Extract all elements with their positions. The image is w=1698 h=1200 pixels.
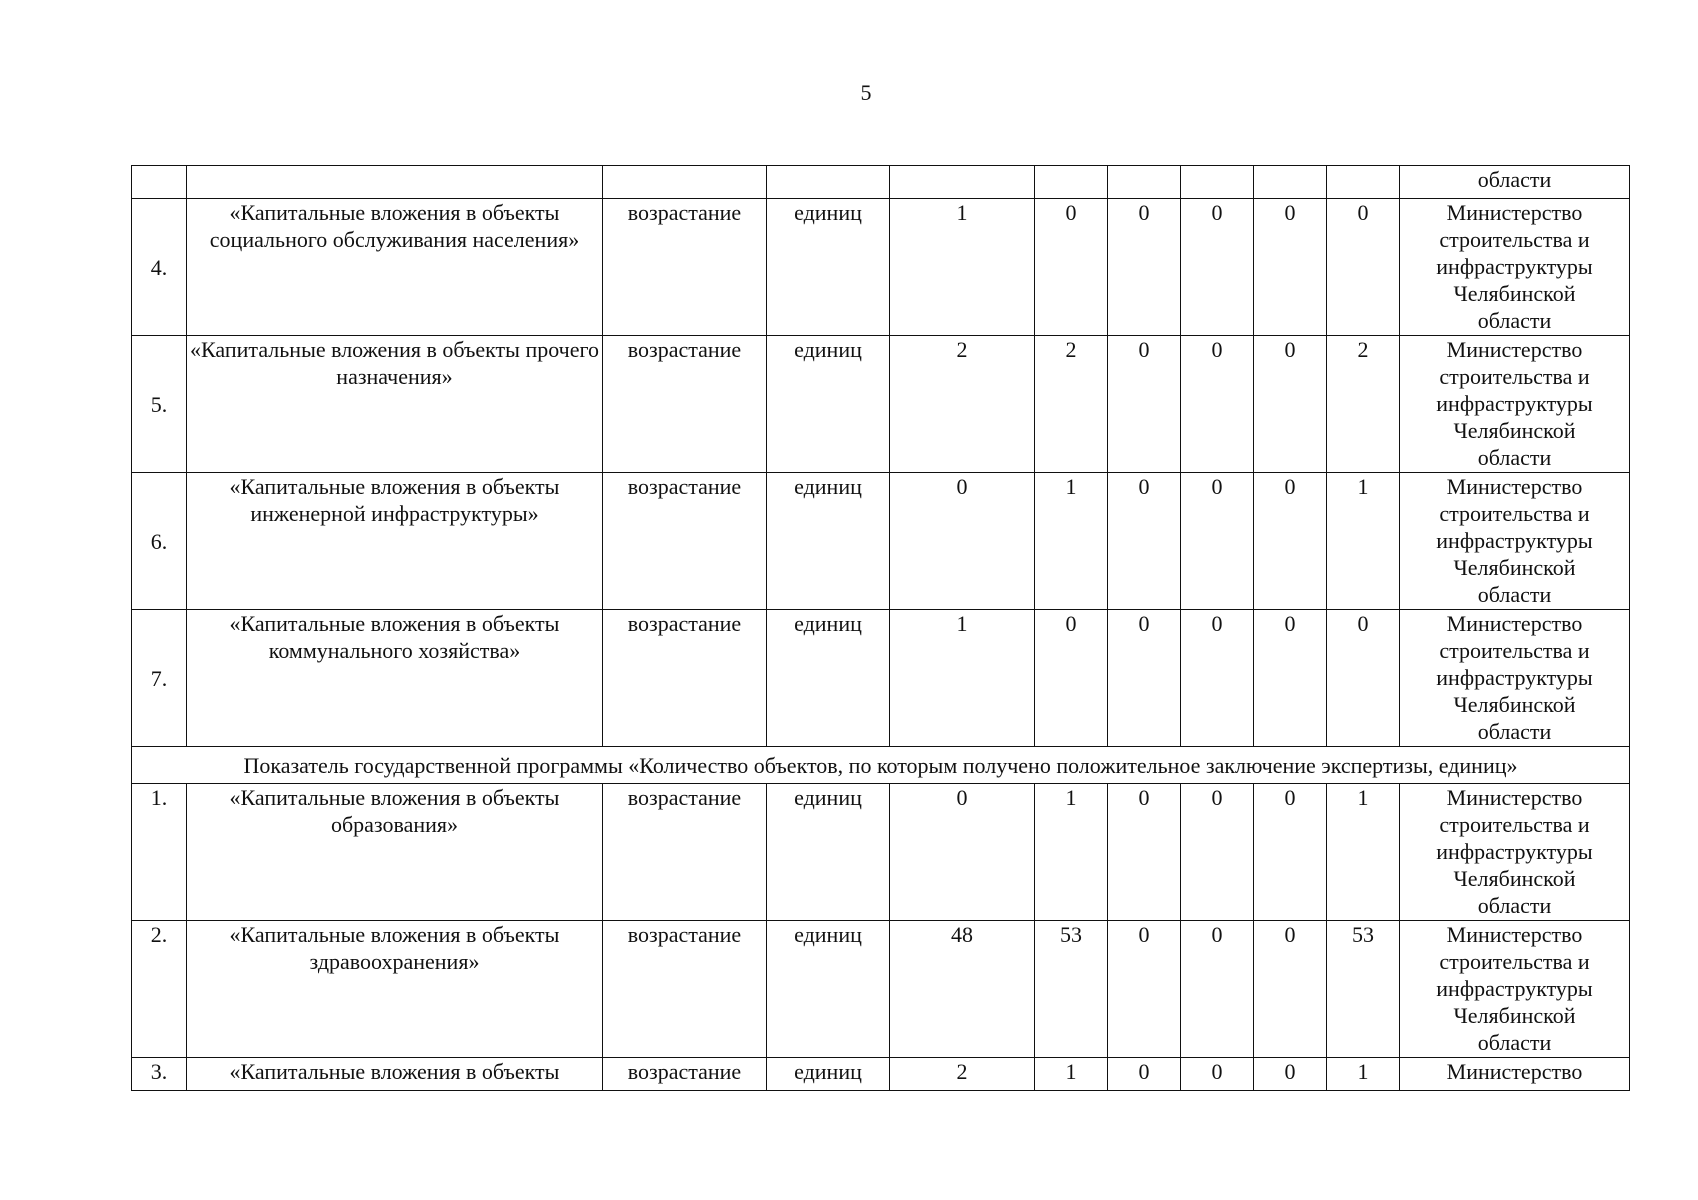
- responsible-line: Министерство: [1446, 200, 1583, 225]
- value-cell-v6: 0: [1327, 199, 1400, 336]
- responsible-line: Челябинской: [1453, 866, 1576, 891]
- value-cell-v5: 0: [1254, 610, 1327, 747]
- value-cell-v1: 1: [890, 199, 1035, 336]
- table-row: [132, 199, 1630, 336]
- responsible-cell: [1400, 336, 1630, 473]
- responsible-line: Челябинской: [1453, 281, 1576, 306]
- trend-cell: возрастание: [603, 784, 767, 921]
- responsible-line: инфраструктуры: [1436, 665, 1593, 690]
- trend-cell: возрастание: [603, 473, 767, 610]
- indicator-name: «Капитальные вложения в объекты здравоохранения»: [187, 921, 603, 1058]
- indicator-name: «Капитальные вложения в объекты образования»: [187, 784, 603, 921]
- value-cell-v1: 2: [890, 336, 1035, 473]
- trend-cell: возрастание: [603, 921, 767, 1058]
- responsible-cell: [1400, 610, 1630, 747]
- indicators-table: [131, 165, 1630, 1091]
- trend-cell: возрастание: [603, 610, 767, 747]
- responsible-line: инфраструктуры: [1436, 839, 1593, 864]
- value-cell-v5: 0: [1254, 336, 1327, 473]
- responsible-line: области: [1477, 582, 1552, 607]
- value-cell-v6: 1: [1327, 784, 1400, 921]
- responsible-line: области: [1477, 719, 1552, 744]
- value-cell-v6: 1: [1327, 1058, 1400, 1091]
- responsible-line: области: [1477, 893, 1552, 918]
- row-number: 2.: [132, 921, 187, 1058]
- value-cell-v3: 0: [1108, 336, 1181, 473]
- indicator-name: «Капитальные вложения в объекты инженерной инфраструктуры»: [187, 473, 603, 610]
- responsible-line: Министерство: [1446, 785, 1583, 810]
- value-cell-v2: 0: [1035, 199, 1108, 336]
- unit-cell: единиц: [767, 336, 890, 473]
- indicator-name: «Капитальные вложения в объекты: [187, 1058, 603, 1091]
- indicator-name: «Капитальные вложения в объекты социального обслуживания населения»: [187, 199, 603, 336]
- value-cell-v6: 53: [1327, 921, 1400, 1058]
- section-header: Показатель государственной программы «Количество объектов, по которым получено положительное заключение экспертизы, единиц»: [132, 747, 1630, 784]
- responsible-line: строительства и: [1439, 812, 1590, 837]
- value-cell-v6: 0: [1327, 610, 1400, 747]
- table-row: [132, 921, 1630, 1058]
- responsible-cell: [1400, 473, 1630, 610]
- responsible-line: области: [1477, 445, 1552, 470]
- responsible-line: Министерство: [1446, 474, 1583, 499]
- unit-cell: единиц: [767, 921, 890, 1058]
- value-cell-v2: 1: [1035, 473, 1108, 610]
- table-row: [132, 784, 1630, 921]
- continuation-row: [132, 166, 1630, 199]
- responsible-line: инфраструктуры: [1436, 528, 1593, 553]
- row-number: 6.: [132, 473, 187, 610]
- responsible-line: области: [1477, 1030, 1552, 1055]
- responsible-line: строительства и: [1439, 949, 1590, 974]
- responsible-line: Министерство: [1446, 337, 1583, 362]
- value-cell-v5: 0: [1254, 921, 1327, 1058]
- value-cell-v6: 1: [1327, 473, 1400, 610]
- row-number: 4.: [132, 199, 187, 336]
- value-cell-v1: 0: [890, 784, 1035, 921]
- value-cell-v3: 0: [1108, 921, 1181, 1058]
- value-cell-v2: 53: [1035, 921, 1108, 1058]
- trend-cell: возрастание: [603, 1058, 767, 1091]
- value-cell-v5: 0: [1254, 199, 1327, 336]
- value-cell-v1: 48: [890, 921, 1035, 1058]
- responsible-line: Министерство: [1446, 1059, 1583, 1084]
- value-cell-v3: 0: [1108, 1058, 1181, 1091]
- responsible-line: инфраструктуры: [1436, 976, 1593, 1001]
- row-number: 3.: [132, 1058, 187, 1091]
- responsible-line: строительства и: [1439, 227, 1590, 252]
- value-cell-v3: 0: [1108, 784, 1181, 921]
- unit-cell: единиц: [767, 784, 890, 921]
- value-cell-v5: 0: [1254, 784, 1327, 921]
- value-cell-v3: 0: [1108, 473, 1181, 610]
- value-cell-v1: 1: [890, 610, 1035, 747]
- responsible-cell: [1400, 921, 1630, 1058]
- responsible-line: строительства и: [1439, 501, 1590, 526]
- responsible-cell: [1400, 199, 1630, 336]
- value-cell-v4: 0: [1181, 473, 1254, 610]
- value-cell-v4: 0: [1181, 199, 1254, 336]
- row-number: 5.: [132, 336, 187, 473]
- row-number: 1.: [132, 784, 187, 921]
- value-cell-v4: 0: [1181, 336, 1254, 473]
- page-number: 5: [860, 80, 872, 105]
- responsible-line: области: [1477, 308, 1552, 333]
- value-cell-v3: 0: [1108, 199, 1181, 336]
- responsible-line: Министерство: [1446, 611, 1583, 636]
- unit-cell: единиц: [767, 1058, 890, 1091]
- value-cell-v1: 2: [890, 1058, 1035, 1091]
- value-cell-v4: 0: [1181, 610, 1254, 747]
- responsible-line: Челябинской: [1453, 555, 1576, 580]
- responsible-line: строительства и: [1439, 364, 1590, 389]
- responsible-cell: [1400, 784, 1630, 921]
- value-cell-v2: 1: [1035, 784, 1108, 921]
- responsible-line: Челябинской: [1453, 692, 1576, 717]
- responsible-line: Челябинской: [1453, 1003, 1576, 1028]
- indicator-name: «Капитальные вложения в объекты прочего назначения»: [187, 336, 603, 473]
- value-cell-v4: 0: [1181, 1058, 1254, 1091]
- value-cell-v6: 2: [1327, 336, 1400, 473]
- value-cell-v2: 2: [1035, 336, 1108, 473]
- table-row: [132, 1058, 1630, 1091]
- responsible-line: инфраструктуры: [1436, 391, 1593, 416]
- value-cell-v5: 0: [1254, 1058, 1327, 1091]
- responsible-line: инфраструктуры: [1436, 254, 1593, 279]
- row-number: 7.: [132, 610, 187, 747]
- table-row: [132, 473, 1630, 610]
- table-row: [132, 336, 1630, 473]
- unit-cell: единиц: [767, 473, 890, 610]
- value-cell-v2: 0: [1035, 610, 1108, 747]
- responsible-cell: области: [1400, 166, 1630, 199]
- table-row: [132, 610, 1630, 747]
- responsible-line: строительства и: [1439, 638, 1590, 663]
- value-cell-v3: 0: [1108, 610, 1181, 747]
- value-cell-v1: 0: [890, 473, 1035, 610]
- unit-cell: единиц: [767, 199, 890, 336]
- trend-cell: возрастание: [603, 199, 767, 336]
- responsible-line: Министерство: [1446, 922, 1583, 947]
- section-header-row: [132, 747, 1630, 784]
- value-cell-v5: 0: [1254, 473, 1327, 610]
- indicator-name: «Капитальные вложения в объекты коммунального хозяйства»: [187, 610, 603, 747]
- responsible-line: Челябинской: [1453, 418, 1576, 443]
- unit-cell: единиц: [767, 610, 890, 747]
- responsible-cell: [1400, 1058, 1630, 1091]
- trend-cell: возрастание: [603, 336, 767, 473]
- value-cell-v4: 0: [1181, 921, 1254, 1058]
- value-cell-v4: 0: [1181, 784, 1254, 921]
- value-cell-v2: 1: [1035, 1058, 1108, 1091]
